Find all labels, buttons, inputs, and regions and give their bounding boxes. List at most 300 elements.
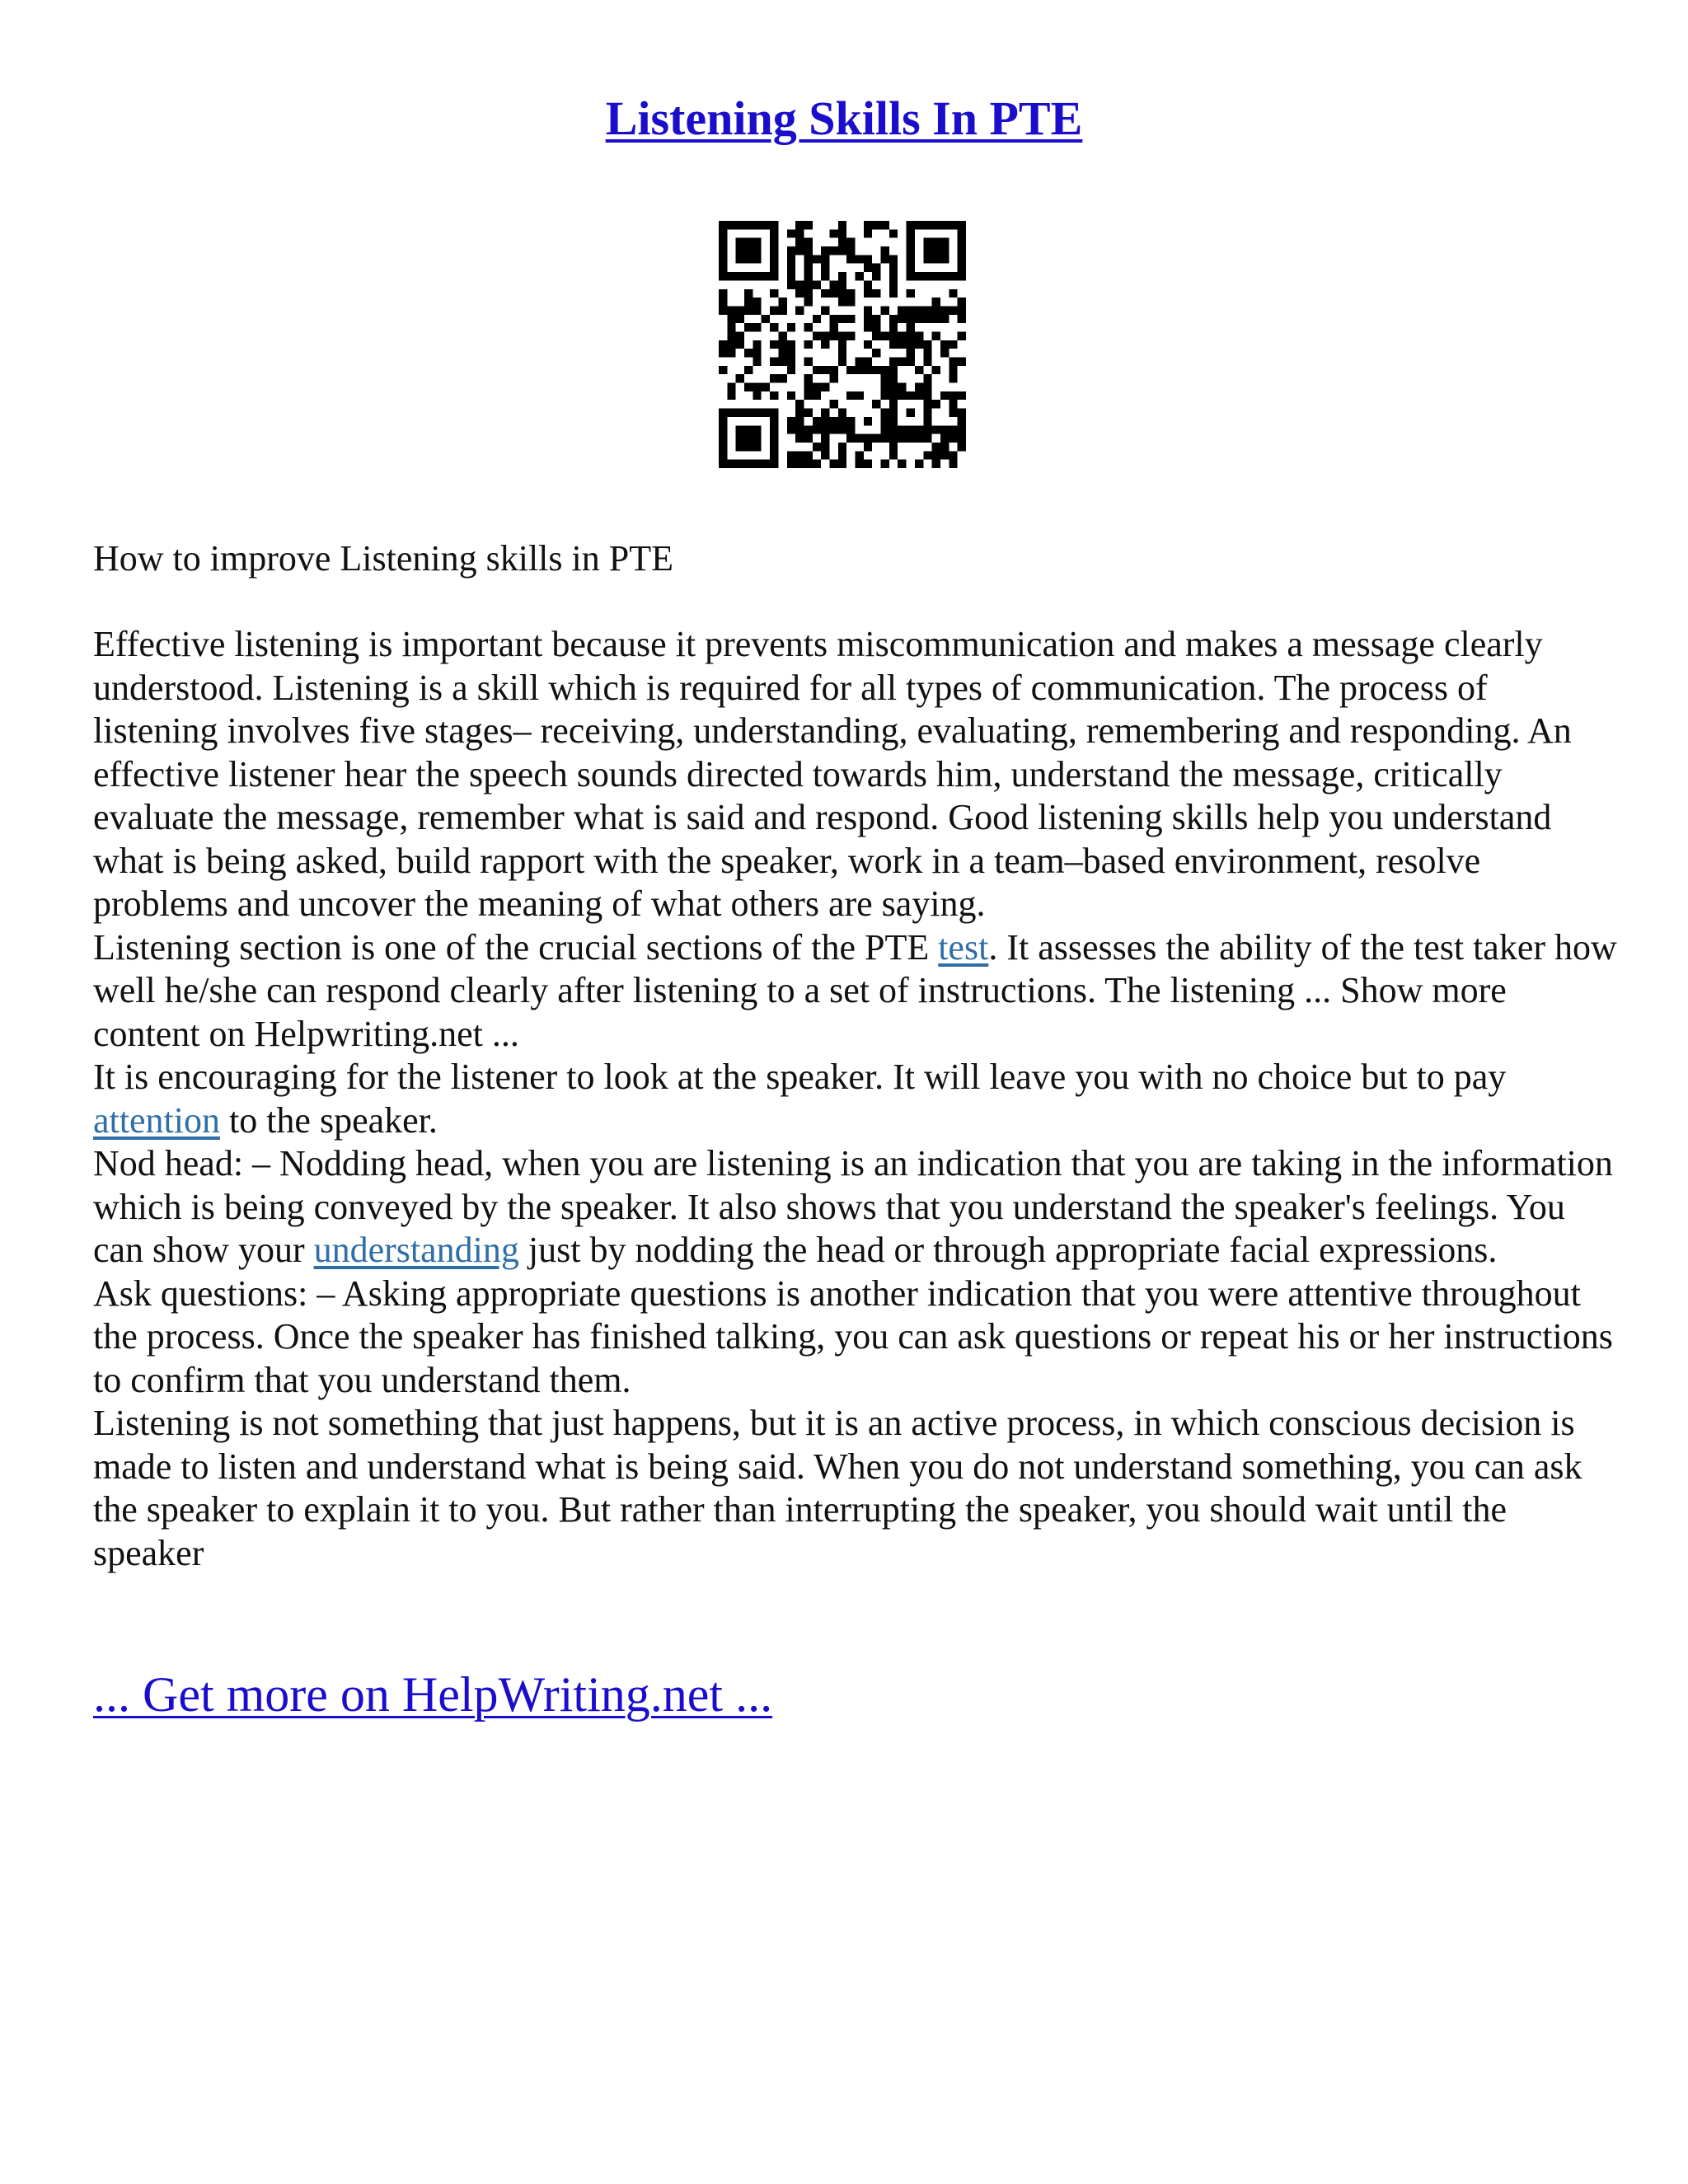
qr-module: [932, 272, 940, 280]
qr-module: [881, 425, 889, 434]
qr-module: [838, 331, 846, 340]
qr-module: [958, 246, 966, 255]
qr-module: [719, 272, 727, 280]
qr-module: [907, 409, 915, 417]
qr-module: [846, 331, 855, 340]
qr-module: [821, 306, 829, 314]
qr-module: [719, 340, 727, 349]
qr-module: [744, 460, 753, 468]
qr-module: [898, 358, 906, 366]
qr-module: [821, 425, 829, 434]
qr-module: [923, 306, 931, 314]
qr-module: [829, 246, 837, 255]
qr-module: [813, 280, 821, 288]
qr-module: [829, 460, 837, 468]
qr-module: [949, 358, 957, 366]
qr-module: [753, 391, 761, 400]
qr-module: [727, 272, 735, 280]
qr-module: [907, 331, 915, 340]
qr-module: [907, 229, 915, 237]
qr-module: [795, 229, 804, 237]
paragraph-2: [93, 926, 1618, 1057]
understanding-link[interactable]: understanding: [313, 1230, 519, 1270]
qr-module: [923, 391, 931, 400]
qr-module: [736, 255, 744, 263]
article-body: [93, 623, 1618, 1575]
qr-module: [727, 383, 735, 391]
qr-module: [821, 255, 829, 263]
qr-module: [864, 255, 872, 263]
qr-module: [915, 340, 923, 349]
qr-module: [846, 315, 855, 323]
qr-module: [821, 264, 829, 272]
get-more-link[interactable]: ... Get more on HelpWriting.net ...: [93, 1667, 773, 1722]
qr-module: [795, 280, 804, 288]
qr-module: [846, 391, 855, 400]
qr-module: [829, 417, 837, 425]
qr-module: [753, 221, 761, 229]
qr-module: [958, 255, 966, 263]
qr-module: [915, 460, 923, 468]
qr-module: [719, 221, 727, 229]
qr-module: [932, 298, 940, 306]
qr-module: [719, 306, 727, 314]
qr-module: [770, 460, 778, 468]
qr-module: [719, 229, 727, 237]
qr-module: [949, 460, 957, 468]
qr-module: [778, 340, 786, 349]
paragraph-3-text-b: to the speaker.: [219, 1099, 438, 1141]
qr-module: [949, 400, 957, 408]
qr-module: [864, 306, 872, 314]
qr-module: [898, 391, 906, 400]
qr-module: [949, 272, 957, 280]
qr-module: [949, 425, 957, 434]
qr-module: [736, 443, 744, 451]
qr-module: [915, 331, 923, 340]
qr-module: [907, 246, 915, 255]
qr-module: [898, 383, 906, 391]
qr-module: [787, 417, 795, 425]
qr-module: [736, 221, 744, 229]
qr-module: [762, 409, 770, 417]
qr-module: [889, 400, 898, 408]
qr-module: [907, 391, 915, 400]
qr-module: [736, 460, 744, 468]
qr-module: [940, 425, 949, 434]
qr-module: [889, 443, 898, 451]
qr-module: [787, 229, 795, 237]
qr-module: [795, 221, 804, 229]
qr-module: [872, 434, 880, 443]
qr-module: [889, 264, 898, 272]
qr-module: [813, 417, 821, 425]
qr-module: [872, 323, 880, 331]
qr-module: [923, 409, 931, 417]
qr-module: [889, 229, 898, 237]
qr-module: [958, 221, 966, 229]
qr-module: [872, 272, 880, 280]
qr-module: [795, 400, 804, 408]
test-link[interactable]: test: [938, 926, 989, 968]
qr-module: [958, 443, 966, 451]
qr-module: [804, 289, 812, 298]
qr-module: [829, 289, 837, 298]
qr-module: [864, 229, 872, 237]
qr-module: [804, 409, 812, 417]
qr-module: [889, 331, 898, 340]
qr-module: [829, 374, 837, 382]
qr-module: [940, 221, 949, 229]
qr-module: [727, 340, 735, 349]
qr-module: [932, 246, 940, 255]
qr-module: [881, 409, 889, 417]
qr-module: [923, 434, 931, 443]
qr-module: [787, 246, 795, 255]
qr-module: [829, 400, 837, 408]
qr-module: [770, 272, 778, 280]
qr-module: [719, 434, 727, 443]
qr-module: [753, 272, 761, 280]
qr-module: [949, 391, 957, 400]
qr-module: [958, 306, 966, 314]
qr-module: [787, 323, 795, 331]
qr-module: [923, 221, 931, 229]
qr-module: [770, 425, 778, 434]
qr-module: [762, 272, 770, 280]
qr-module: [846, 366, 855, 374]
page-title-link[interactable]: Listening Skills In PTE: [605, 91, 1083, 145]
qr-module: [889, 315, 898, 323]
qr-module: [958, 331, 966, 340]
qr-module: [719, 298, 727, 306]
qr-module: [804, 460, 812, 468]
qr-module: [940, 391, 949, 400]
qr-module: [719, 409, 727, 417]
qr-module: [932, 315, 940, 323]
qr-module: [736, 340, 744, 349]
qr-module: [907, 425, 915, 434]
qr-module: [949, 366, 957, 374]
qr-module: [813, 391, 821, 400]
qr-module: [846, 255, 855, 263]
qr-module: [881, 391, 889, 400]
qr-module: [821, 272, 829, 280]
qr-module: [923, 340, 931, 349]
qr-module: [744, 255, 753, 263]
qr-module: [932, 425, 940, 434]
qr-module: [940, 255, 949, 263]
qr-module: [719, 246, 727, 255]
qr-module: [804, 264, 812, 272]
qr-module: [907, 221, 915, 229]
qr-module: [727, 391, 735, 400]
qr-module: [889, 383, 898, 391]
qr-module: [958, 315, 966, 323]
qr-module: [889, 451, 898, 459]
qr-module: [864, 340, 872, 349]
qr-module: [744, 383, 753, 391]
qr-module: [940, 451, 949, 459]
qr-module: [932, 306, 940, 314]
qr-module: [907, 358, 915, 366]
qr-module: [762, 221, 770, 229]
qr-module: [856, 255, 864, 263]
qr-module: [958, 391, 966, 400]
qr-module: [864, 264, 872, 272]
qr-module: [770, 306, 778, 314]
qr-module: [923, 383, 931, 391]
qr-module: [804, 434, 812, 443]
qr-module: [795, 238, 804, 246]
paragraph-3: [93, 1056, 1618, 1142]
qr-module: [829, 280, 837, 288]
qr-module: [719, 366, 727, 374]
qr-module: [813, 460, 821, 468]
qr-module: [795, 417, 804, 425]
qr-module: [787, 255, 795, 263]
paragraph-4: [93, 1142, 1618, 1272]
qr-module: [753, 349, 761, 357]
qr-module: [804, 340, 812, 349]
qr-module: [804, 374, 812, 382]
qr-module: [762, 383, 770, 391]
qr-module: [821, 443, 829, 451]
paragraph-1: Effective listening is important because it prevents miscommunication and makes a message clearly understood. Listening is a skill which is required for all types of communication. The process of listening involves five stages– receiving, understanding, evaluating, remembering and responding. An effective listener hear the speech sounds directed towards him, understand the message, critically evaluate the message, remember what is said and respond. Good listening skills help you understand what is being asked, build rapport with the speaker, work in a team–based environment, resolve problems and uncover the meaning of what others are saying.: [93, 624, 1572, 924]
qr-module: [932, 443, 940, 451]
qr-module: [949, 374, 957, 382]
qr-module: [736, 374, 744, 382]
qr-module: [795, 460, 804, 468]
qr-module: [719, 264, 727, 272]
qr-module: [762, 315, 770, 323]
qr-module: [778, 349, 786, 357]
qr-module: [864, 434, 872, 443]
qr-module: [744, 221, 753, 229]
qr-module: [804, 221, 812, 229]
qr-module: [778, 374, 786, 382]
qr-module: [907, 349, 915, 357]
qr-module: [736, 238, 744, 246]
more-link-container: [93, 1666, 772, 1723]
qr-module: [753, 434, 761, 443]
qr-module: [753, 425, 761, 434]
qr-module: [787, 272, 795, 280]
qr-module: [949, 340, 957, 349]
qr-module: [719, 349, 727, 357]
qr-module: [821, 434, 829, 443]
qr-module: [846, 289, 855, 298]
qr-module: [787, 391, 795, 400]
paragraph-6: Listening is not something that just happens, but it is an active process, in which conscious decision is made to listen and understand what is being said. When you do not understand something, you can ask the speaker to explain it to you. But rather than interrupting the speaker, you should wait until the speaker: [93, 1403, 1582, 1573]
qr-module: [778, 358, 786, 366]
qr-module: [727, 306, 735, 314]
qr-module: [770, 238, 778, 246]
qr-module: [838, 443, 846, 451]
qr-module: [770, 323, 778, 331]
attention-link[interactable]: attention: [93, 1099, 220, 1141]
qr-module: [753, 443, 761, 451]
qr-module: [907, 255, 915, 263]
qr-module: [872, 289, 880, 298]
qr-module: [923, 238, 931, 246]
qr-module: [932, 238, 940, 246]
qr-module: [881, 417, 889, 425]
qr-module: [770, 409, 778, 417]
qr-module: [727, 221, 735, 229]
qr-module: [770, 340, 778, 349]
qr-module: [736, 331, 744, 340]
qr-module: [778, 306, 786, 314]
qr-module: [838, 409, 846, 417]
qr-module: [923, 451, 931, 459]
qr-module: [898, 340, 906, 349]
qr-module: [898, 315, 906, 323]
qr-module: [958, 409, 966, 417]
qr-module: [889, 409, 898, 417]
qr-module: [770, 229, 778, 237]
qr-module: [907, 434, 915, 443]
qr-module: [770, 255, 778, 263]
qr-module: [778, 298, 786, 306]
qr-module: [864, 460, 872, 468]
qr-module: [744, 246, 753, 255]
qr-module: [958, 298, 966, 306]
qr-module: [846, 238, 855, 246]
qr-module: [770, 434, 778, 443]
qr-module: [770, 221, 778, 229]
qr-module: [949, 306, 957, 314]
paragraph-4-text-a: Nod head: – Nodding head, when you are listening is an indication that you are taking in the information which is being conveyed by the speaker. It also shows that you understand the speaker's feelings. You can show your: [93, 1143, 1613, 1270]
qr-module: [923, 315, 931, 323]
qr-module: [753, 255, 761, 263]
qr-module: [770, 246, 778, 255]
qr-module: [846, 425, 855, 434]
qr-module: [881, 306, 889, 314]
qr-module: [898, 306, 906, 314]
qr-module: [958, 272, 966, 280]
qr-module: [923, 272, 931, 280]
qr-module: [838, 289, 846, 298]
qr-module: [821, 417, 829, 425]
qr-module: [915, 366, 923, 374]
qr-module: [915, 391, 923, 400]
qr-module: [736, 272, 744, 280]
qr-module: [923, 349, 931, 357]
qr-module: [719, 460, 727, 468]
qr-module: [813, 315, 821, 323]
qr-module: [923, 425, 931, 434]
qr-module: [889, 374, 898, 382]
qr-module: [821, 340, 829, 349]
qr-module: [898, 434, 906, 443]
qr-module: [719, 443, 727, 451]
qr-module: [864, 315, 872, 323]
qr-module: [736, 434, 744, 443]
qr-module: [940, 434, 949, 443]
qr-module: [864, 289, 872, 298]
paragraph-2-text-a: Listening section is one of the crucial sections of the PTE: [93, 926, 939, 968]
qr-module: [804, 255, 812, 263]
qr-module: [923, 358, 931, 366]
qr-module: [744, 238, 753, 246]
qr-module: [932, 451, 940, 459]
qr-module: [923, 417, 931, 425]
qr-module: [923, 255, 931, 263]
qr-module: [804, 246, 812, 255]
qr-module: [838, 298, 846, 306]
qr-module: [923, 374, 931, 382]
qr-module: [932, 460, 940, 468]
qr-module: [915, 306, 923, 314]
qr-module: [770, 264, 778, 272]
qr-module: [864, 323, 872, 331]
qr-module: [736, 425, 744, 434]
qr-module: [770, 443, 778, 451]
qr-module: [829, 331, 837, 340]
qr-module: [727, 331, 735, 340]
qr-module: [804, 298, 812, 306]
qr-module: [881, 374, 889, 382]
qr-module: [889, 366, 898, 374]
qr-module: [795, 451, 804, 459]
qr-module: [838, 451, 846, 459]
qr-module: [881, 331, 889, 340]
qr-module: [821, 289, 829, 298]
qr-module: [889, 434, 898, 443]
qr-module: [898, 460, 906, 468]
qr-module: [881, 383, 889, 391]
qr-module: [753, 340, 761, 349]
qr-module: [813, 255, 821, 263]
qr-module: [872, 349, 880, 357]
qr-module: [787, 264, 795, 272]
qr-module: [762, 460, 770, 468]
qr-module: [872, 221, 880, 229]
qr-module: [864, 417, 872, 425]
qr-module: [821, 409, 829, 417]
qr-module: [940, 340, 949, 349]
qr-module: [727, 460, 735, 468]
qr-module: [915, 434, 923, 443]
qr-module: [770, 358, 778, 366]
qr-module: [915, 221, 923, 229]
qr-module: [829, 366, 837, 374]
qr-module: [949, 434, 957, 443]
qr-module: [838, 340, 846, 349]
qr-module: [727, 349, 735, 357]
qr-module: [838, 358, 846, 366]
qr-module: [719, 255, 727, 263]
qr-module: [829, 323, 837, 331]
qr-module: [753, 246, 761, 255]
qr-module: [932, 255, 940, 263]
qr-module: [787, 451, 795, 459]
qr-module: [804, 272, 812, 280]
qr-module: [846, 298, 855, 306]
qr-module: [889, 323, 898, 331]
paragraph-2-text-b: . It assesses the ability of the test taker how well he/she can respond clearly after listening to a set of instructions. The listening ... Show more content on Helpwriting.net ...: [93, 926, 1617, 1054]
qr-code-icon: [719, 221, 966, 468]
qr-module: [864, 366, 872, 374]
qr-module: [872, 264, 880, 272]
qr-module: [838, 417, 846, 425]
qr-module: [727, 323, 735, 331]
qr-module: [932, 331, 940, 340]
qr-module: [787, 349, 795, 357]
qr-module: [838, 238, 846, 246]
qr-module: [907, 340, 915, 349]
